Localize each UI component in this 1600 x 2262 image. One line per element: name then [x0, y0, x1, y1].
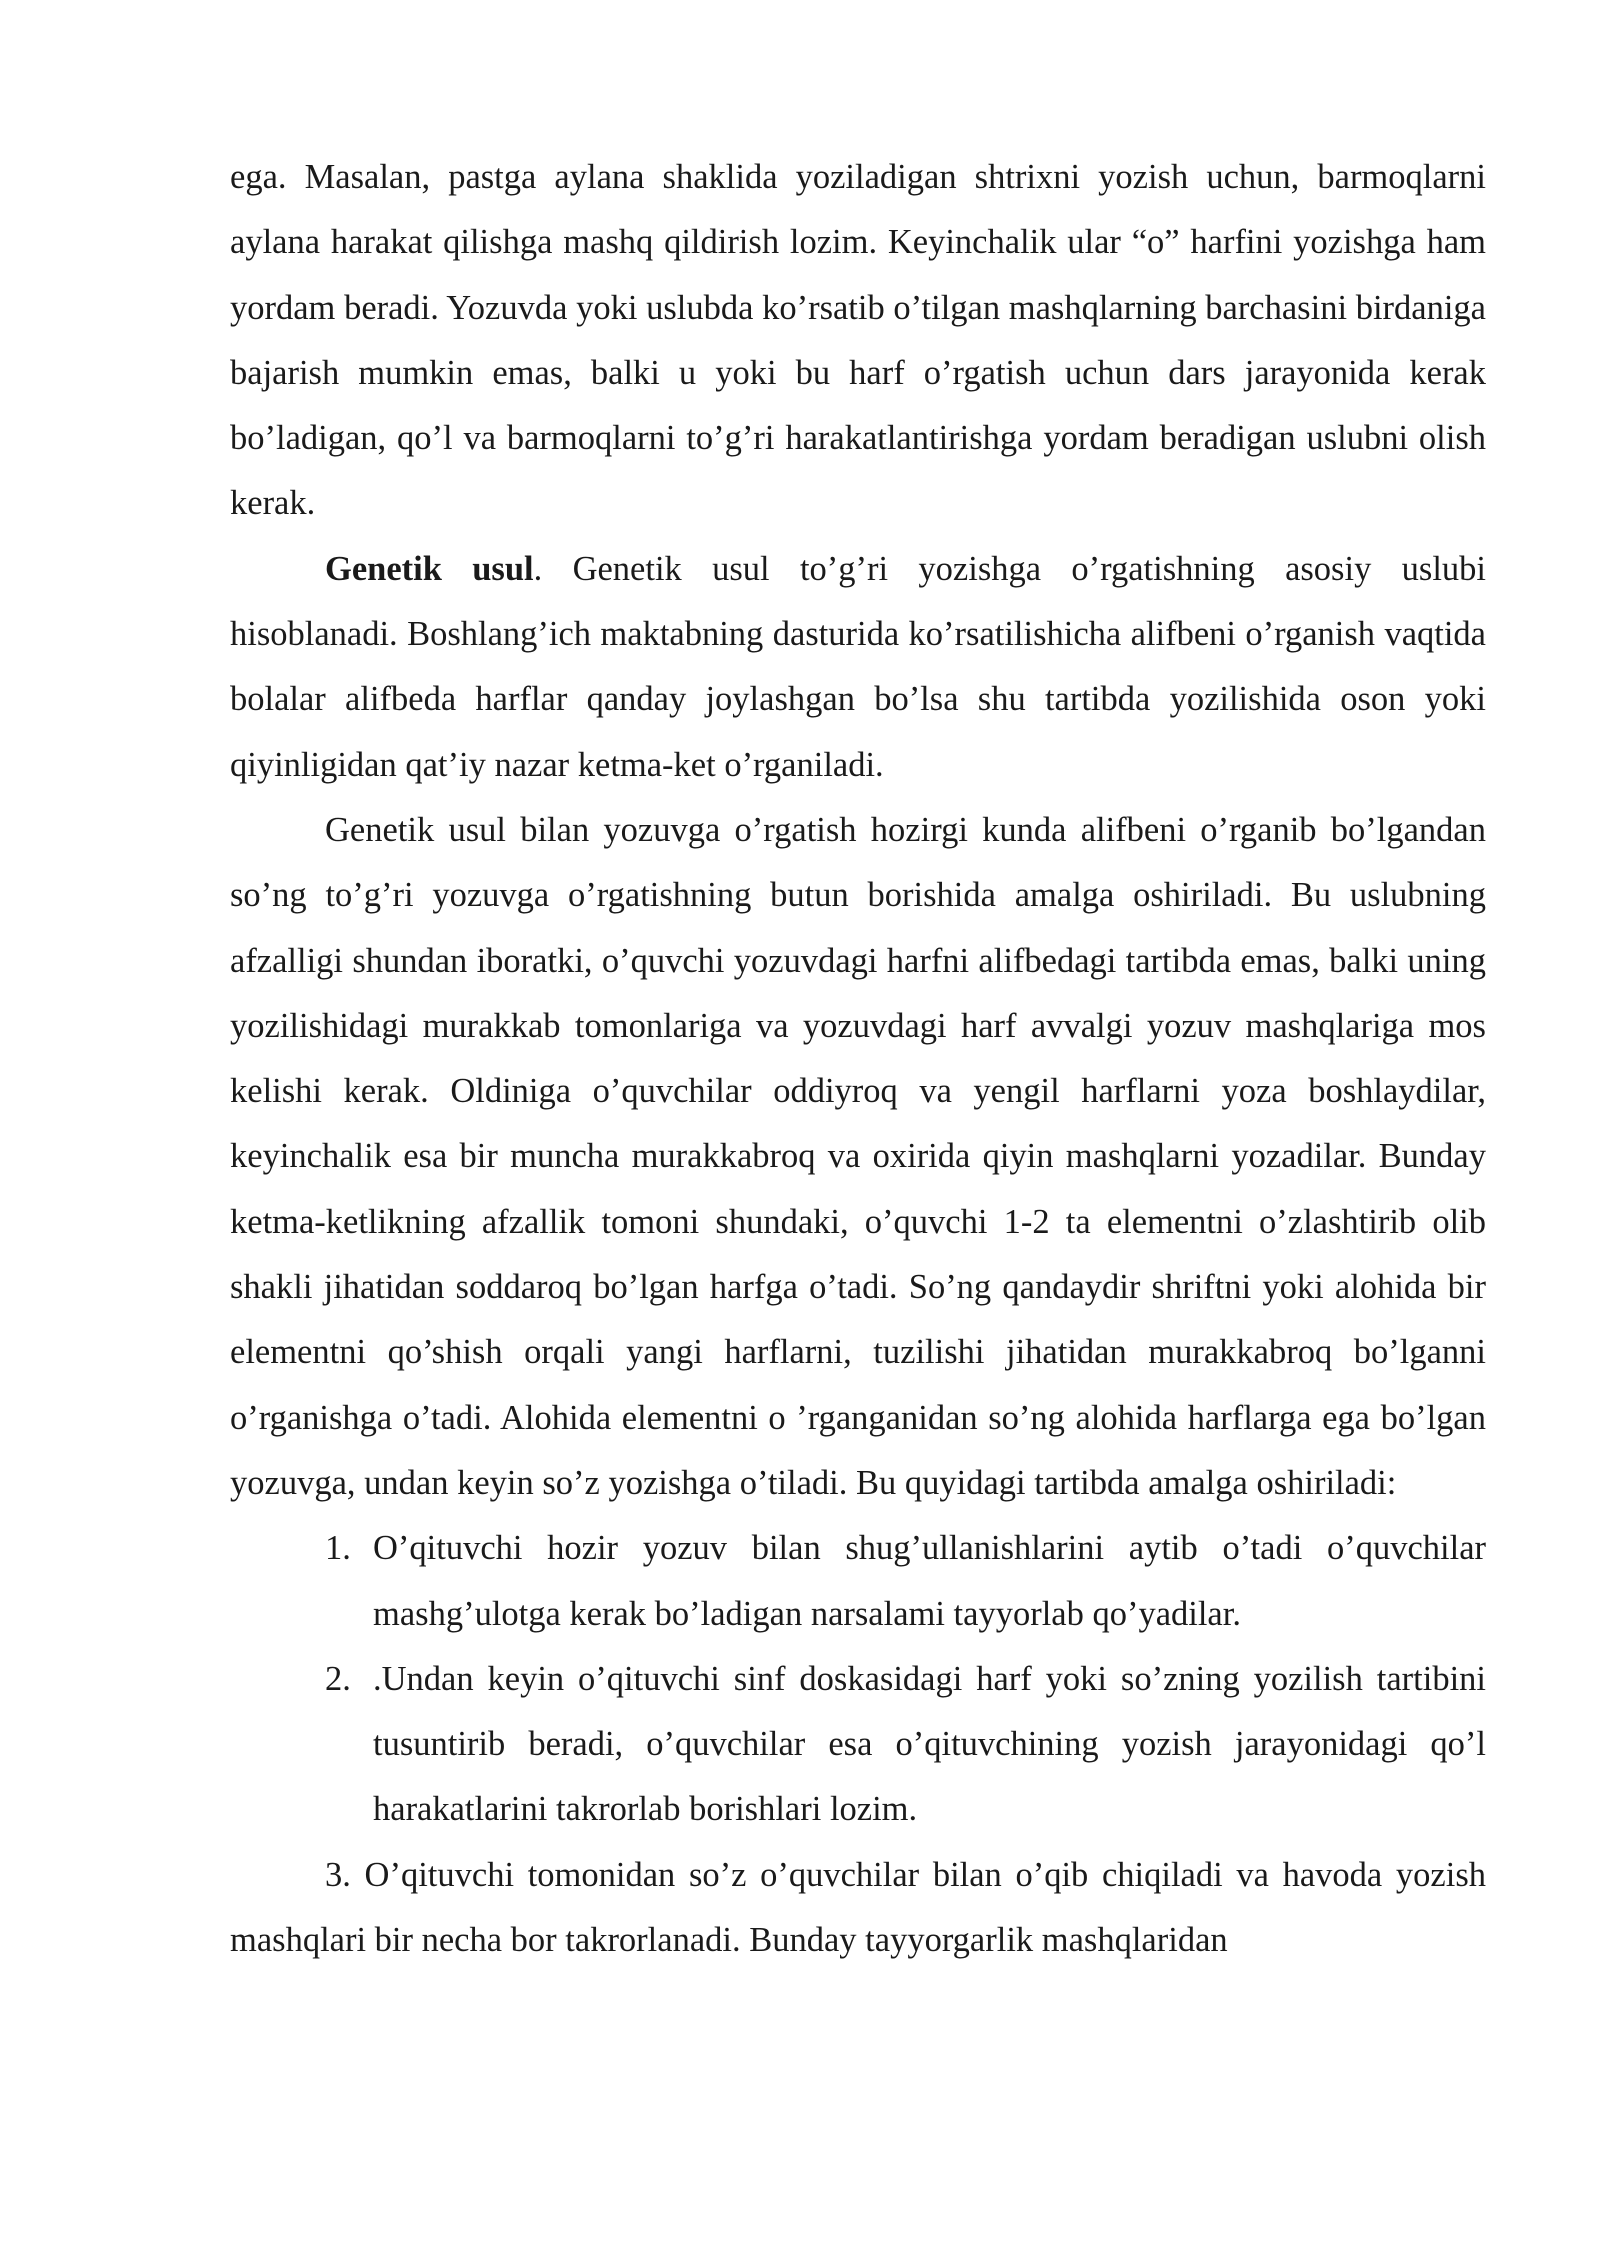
section-heading-genetik-usul: Genetik usul: [325, 549, 534, 588]
list-item-number: 2.: [325, 1659, 351, 1698]
paragraph-intro: ega. Masalan, pastga aylana shaklida yoziladigan shtrixni yozish uchun, barmoqlarni aylana harakat qilishga mashq qildirish lozim. Keyinchalik ular “o” harfini yozishga ham yordam beradi. Yozuvda yoki uslubda ko’rsatib o’tilgan mashqlarning barchasini birdaniga bajarish mumkin emas, balki u yoki bu harf o’rgatish uchun dars jarayonida kerak bo’ladigan, qo’l va barmoqlarni to’g’ri harakatlantirishga yordam beradigan uslubni olish kerak.: [230, 158, 1486, 523]
paragraph-genetik-usul-text: . Genetik usul to’g’ri yozishga o’rgatishning asosiy uslubi hisoblanadi. Boshlang’ich maktabning dasturida ko’rsatilishicha alifbeni o’rganish vaqtida bolalar alifbeda harflar qanday joylashgan bo’lsa shu tartibda yozilishida oson yoki qiyinligidan qat’iy nazar ketma-ket o’rganiladi.: [230, 549, 1486, 784]
list-item-text: .Undan keyin o’qituvchi sinf doskasidagi harf yoki so’zning yozilish tartibini tusuntirib beradi, o’quvchilar esa o’qituvchining yozish jarayonidagi qo’l harakatlarini takrorlab borishlari lozim.: [373, 1659, 1486, 1829]
paragraph-genetik-usul: [230, 537, 1486, 798]
list-item: [230, 1647, 1486, 1843]
paragraph-step-3: 3. O’qituvchi tomonidan so’z o’quvchilar bilan o’qib chiqiladi va havoda yozish mashqlari bir necha bor takrorlanadi. Bunday tayyorgarlik mashqlaridan: [230, 1855, 1486, 1960]
document-page: [230, 145, 1486, 1973]
numbered-list: [230, 1516, 1486, 1842]
list-item-number: 1.: [325, 1529, 351, 1568]
list-item-text: O’qituvchi hozir yozuv bilan shug’ullanishlarini aytib o’tadi o’quvchilar mashg’ulotga kerak bo’ladigan narsalami tayyorlab qo’yadilar.: [373, 1529, 1486, 1633]
list-item: [230, 1516, 1486, 1647]
paragraph-genetik-usul-details: Genetik usul bilan yozuvga o’rgatish hozirgi kunda alifbeni o’rganib bo’lgandan so’ng to’g’ri yozuvga o’rgatishning butun borishida amalga oshiriladi. Bu uslubning afzalligi shundan iboratki, o’quvchi yozuvdagi harfni alifbedagi tartibda emas, balki uning yozilishidagi murakkab tomonlariga va yozuvdagi harf avvalgi yozuv mashqlariga mos kelishi kerak. Oldiniga o’quvchilar oddiyroq va yengil harflarni yoza boshlaydilar, keyinchalik esa bir muncha murakkabroq va oxirida qiyin mashqlarni yozadilar. Bunday ketma-ketlikning afzallik tomoni shundaki, o’quvchi 1-2 ta elementni o’zlashtirib olib shakli jihatidan soddaroq bo’lgan harfga o’tadi. So’ng qandaydir shriftni yoki alohida bir elementni qo’shish orqali yangi harflarni, tuzilishi jihatidan murakkabroq bo’lganni o’rganishga o’tadi. Alohida elementni o ’rganganidan so’ng alohida harflarga ega bo’lgan yozuvga, undan keyin so’z yozishga o’tiladi. Bu quyidagi tartibda amalga oshiriladi:: [230, 810, 1486, 1502]
